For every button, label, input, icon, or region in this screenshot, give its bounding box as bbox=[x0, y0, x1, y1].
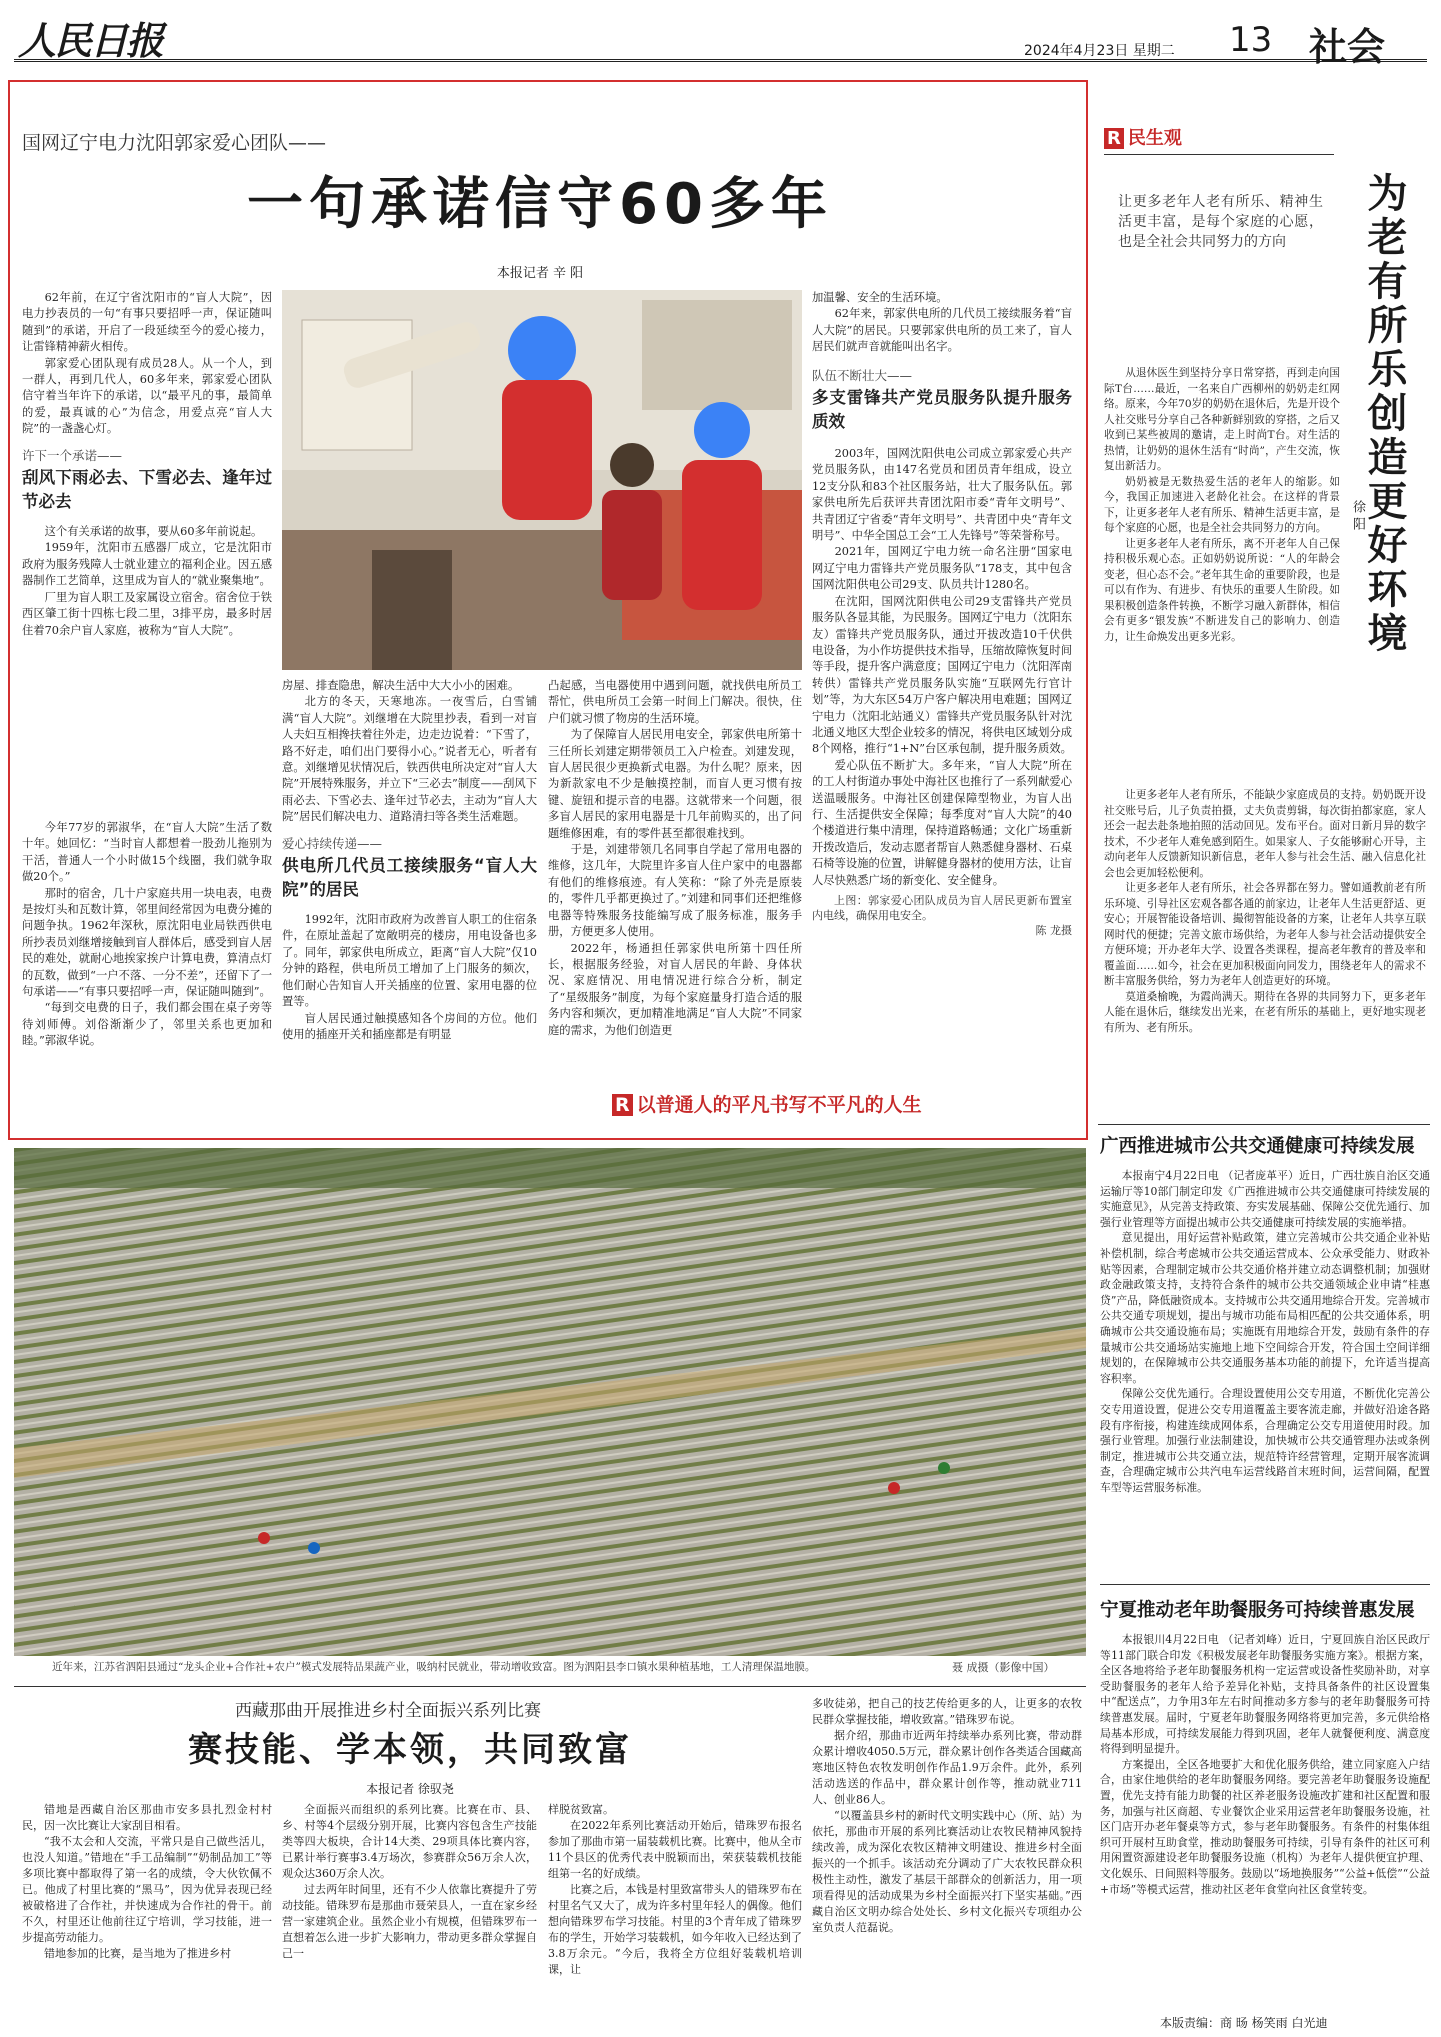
body-fragment: 加温馨、安全的生活环境。 bbox=[812, 291, 948, 304]
body-paragraph: 在沈阳，国网沈阳供电公司29支雷锋共产党员服务队各显其能，为民服务。国网辽宁电力（沈阳东友）雷锋共产党员服务队，通过开拔改造10千伏供电设备，为小作坊提供技术指导，压缩故障恢复时间等手段，提升客户满意度；国网辽宁电力（沈阳浑南转供）雷锋共产党员服务队实施“互联网先行官计划”等，为大东区54万户客户解决用电难题；国网辽宁电力（沈阳北站通义）雷锋共产党员服务队针对沈北通义地区大型企业较多的情况，将供电区域划分成8个网格，推行“1+N”台区承包制，提升服务质效。 bbox=[812, 594, 1072, 756]
r-badge-icon: R bbox=[612, 1094, 633, 1116]
article-column-2 bbox=[282, 678, 537, 1128]
article-column-4 bbox=[812, 290, 1072, 1085]
section-name: 社会 bbox=[1309, 25, 1386, 69]
body-paragraph: “以覆盖县乡村的新时代文明实践中心（所、站）为依托，那曲市开展的系列比赛活动让农牧民精神风貌持续改善，成为深化农牧区精神文明建设、推进乡村全面振兴的一个抓手。该活动充分调动了广大农牧民群众积极性主动性，激发了基层干部群众的创新活力，用一项项看得见的活动成果为乡村全面振兴打下坚实基础。”西藏自治区文明办综合处处长、乡村文化振兴专项组办公室负责人范磊说。 bbox=[812, 1809, 1082, 1934]
opinion-title: 为老有所乐创造更好环境 bbox=[1361, 172, 1407, 656]
xizang-headline: 赛技能、学本领，共同致富 bbox=[188, 1730, 632, 1770]
body-paragraph: 2021年，国网辽宁电力统一命名注册“国家电网辽宁电力雷锋共产党员服务队”178支，其中包含国网沈阳供电公司29支、队员共计1280名。 bbox=[812, 545, 1072, 592]
article-column-1 bbox=[22, 290, 272, 820]
body-paragraph: 北方的冬天，天寒地冻。一夜雪后，白雪铺满“盲人大院”。刘继增在大院里抄表，看到一对盲人夫妇互相搀扶着往外走，边走边说着：“下雪了，路不好走，咱们出门要得小心。”说者无心，听者有意。刘继增见状情况后，铁西供电所决定对“盲人大院”开展特殊服务，并立下“三必去”制度——刮风下雨必去、下雪必去、逢年过节必去，主动为“盲人大院”居民们解决电力、道路清扫等各类生活难题。 bbox=[282, 695, 537, 824]
body-paragraph: 62年来，郭家供电所的几代员工接续服务着“盲人大院”的居民。只要郭家供电所的员工来了，盲人居民们就声音就能叫出名字。 bbox=[812, 307, 1072, 354]
body-paragraph: 为了保障盲人居民用电安全，郭家供电所第十三任所长刘建定期带领员工入户检查。刘建发现，盲人居民很少更换新式电器。为什么呢？原来，因为新款家电不少是触摸控制，而盲人更习惯有按键、旋钮和提示音的电器。这就带来一个问题，很多盲人居民的家用电器是十几年前购买的，出了问题维修困难，有的零件甚至都很难找到。 bbox=[548, 728, 802, 840]
body-paragraph: 1992年，沈阳市政府为改善盲人职工的住宿条件，在原址盖起了宽敞明亮的楼房，用电设备也多了。同年，郭家供电所成立，距离“盲人大院”仅10分钟的路程，供电所员工增加了上门服务的频次，他们耐心告知盲人开关插座的位置、家用电器的位置等。 bbox=[282, 913, 537, 1009]
body-fragment: 多收徒弟，把自己的技艺传给更多的人，让更多的农牧民群众掌握技能，增收致富。”错珠罗布说。 bbox=[812, 1697, 1082, 1726]
page-number: 13 bbox=[1229, 20, 1273, 60]
lead-paragraph: 62年前，在辽宁省沈阳市的“盲人大院”，因电力抄表员的一句“有事只要招呼一声，保证随叫随到”的承诺，开启了一段延续至今的爱心接力，让雷锋精神薪火相传。 bbox=[22, 291, 272, 354]
body-paragraph: 让更多老年人老有所乐，不能缺少家庭成员的支持。奶奶既开设社交账号后，儿子负责拍摄，丈夫负责剪辑，每次街拍都家庭，家人还会一起去赴条地拍照的活动回见。发布平台。面对日新月异的数字技术，不少老年人难免感到陌生。如果家人、子女能够耐心开导，主动向老年人反馈新知识新信息，老年人参与社会生活、融入信息化社会也会更加轻松便利。 bbox=[1104, 789, 1426, 879]
body-paragraph: 据介绍，那曲市近两年持续举办系列比赛，带动群众累计增收4050.5万元，群众累计创作各类适合国藏高寒地区特色农牧发明创作作品1.9万余件。此外，系列活动选送的作品中，群众累计创作等，推动就业711人、创业86人。 bbox=[812, 1729, 1082, 1806]
body-paragraph: 错地参加的比赛，是当地为了推进乡村 bbox=[44, 1947, 231, 1960]
lead-paragraph: 郭家爱心团队现有成员28人。从一个人，到一群人，再到几代人，60多年来，郭家爱心团队信守着当年许下的承诺，以“最平凡的事，最简单的爱，最真诚的心”为信念，用爱点亮“盲人大院”的一盏盏心灯。 bbox=[22, 356, 272, 436]
photo-caption: 上图：郭家爱心团队成员为盲人居民更新布置室内电线，确保用电安全。 bbox=[812, 894, 1072, 922]
opinion-column-a bbox=[1104, 366, 1340, 786]
body-paragraph: 厂里为盲人职工及家属设立宿舍。宿舍位于铁西区肇工街十四栋七段二里，3排平房，最多时居住着70余户盲人家庭，被称为“盲人大院”。 bbox=[22, 590, 272, 637]
body-paragraph: 从退休医生到坚持分享日常穿搭，再到走向国际T台……最近，一名来自广西柳州的奶奶走红网络。原来，今年70岁的奶奶在退休后，先是开设个人社交账号分享自己各种新鲜别致的穿搭，之后又收到已某些被周的邀请，走上时尚T台。对生活的热情，让奶奶的退休生活有“时尚”，产生交流，恢复出新活力。 bbox=[1104, 367, 1340, 472]
body-paragraph: 爱心队伍不断扩大。多年来，“盲人大院”所在的工人村街道办事处中海社区也推行了一系列献爱心送温暖服务。中海社区创建保障型物业，为盲人出行、生活提供安全保障；每季度对“盲人大院”的40个楼道进行集中清理，保持道路畅通；文化广场重新开拨改造后，发动志愿者帮盲人熟悉健身器材、石桌石椅等设施的位置，讲解健身器材的使用方法，让盲人尽快熟悉广场的新变化、安全健身。 bbox=[812, 758, 1072, 887]
farm-photo-credit: 聂 成摄（影像中国） bbox=[952, 1661, 1055, 1674]
article-kicker: 国网辽宁电力沈阳郭家爱心团队—— bbox=[22, 132, 327, 154]
body-paragraph: 错地是西藏自治区那曲市安多县扎烈金村村民，因一次比赛让大家刮目相看。 bbox=[22, 1803, 272, 1832]
divider bbox=[14, 1686, 1086, 1687]
section-title: 多支雷锋共产党员服务队提升服务质效 bbox=[812, 388, 1072, 432]
ningxia-article bbox=[1100, 1596, 1430, 2001]
body-paragraph: “我不太会和人交流，平常只是自己做些活儿，也没人知道。”错地在“手工品编制”“奶制品加工”等多项比赛中都取得了第一名的成绩，令大伙钦佩不已。他成了村里比赛的“黑马”，因为优异表现已经被破格进了合作社，并快速成为合作社的骨干。前不久，村里还让他前往辽宁培训，学习技能，进一步提高劳动能力。 bbox=[22, 1835, 272, 1944]
main-article-photo bbox=[282, 290, 802, 670]
body-paragraph: 盲人居民通过触摸感知各个房间的方位。他们使用的插座开关和插座都是有明显 bbox=[282, 1011, 537, 1041]
section-kicker: 队伍不断壮大—— bbox=[812, 367, 913, 383]
section-kicker: 许下一个承诺—— bbox=[22, 447, 123, 463]
divider bbox=[1104, 154, 1334, 155]
farm-photo bbox=[14, 1148, 1086, 1656]
body-paragraph: 于是，刘建带领几名同事自学起了常用电器的维修，这几年，大院里许多盲人住户家中的电器都有他们的维修痕迹。有人笑称：“除了外壳是原装的，零件几乎都更换过了。”刘建和同事们还把维修电器等特殊服务技能编写成了服务标准，服务手册，方便更多人使用。 bbox=[548, 843, 802, 939]
body-paragraph: “每到交电费的日子，我们都会围在桌子旁等待刘师傅。刘俗渐渐少了，邻里关系也更加和睦。”郭淑华说。 bbox=[22, 1001, 272, 1048]
article-byline: 本报记者 辛 阳 bbox=[496, 266, 584, 281]
section-kicker: 爱心持续传递—— bbox=[282, 835, 383, 851]
ningxia-body bbox=[1100, 1632, 1430, 1997]
xizang-byline: 本报记者 徐驭尧 bbox=[366, 1782, 454, 1796]
body-paragraph: 意见提出，用好运营补贴政策，建立完善城市公共交通企业补贴补偿机制，综合考虑城市公共交通运营成本、公众承受能力、财政补贴等因素，合理制定城市公共交通价格并建立动态调整机制；加强财政金融政策支持，支持符合条件的城市公共交通领域企业申请“桂惠贷”产品，降低融资成本。支持城市公共交通用地综合开发。完善城市公共交通专项规划，提出与城市功能布局相匹配的公共交通体系，明确城市公共交通设施布局；实施既有用地综合开发，鼓励有条件的存量城市公共交通场站实施地上地下空间综合开发，符合国土空间详细规划的，在保障城市公共交通服务基本功能的前提下，允许适当提高容积率。 bbox=[1100, 1231, 1430, 1385]
xizang-column-2 bbox=[282, 1802, 537, 2030]
body-paragraph: 让更多老年人老有所乐，社会各界都在努力。譬如通教前老有所乐环境、引导社区宏观各都各通的前家边，让老年人生活更舒适、更安心；开展智能设备培训、撮彻智能设备的方案，让老年人共享互联网时代的便捷；完善文旅市场供给，为老年人参与社会活动提供安全方便环境；开办老年大学、设置各类课程，提高老年教育的普及率和覆盖面……如今，社会在更加积极面向同发力，围绕老年人的需求不断丰富服务供给，努力为老年人创造更好的环境。 bbox=[1104, 882, 1426, 987]
photo-credit: 陈 龙摄 bbox=[1035, 924, 1072, 937]
body-fragment: 房屋、排查隐患，解决生活中大大小小的困难。 bbox=[282, 679, 520, 692]
issue-date: 2024年4月23日 星期二 bbox=[1024, 43, 1175, 59]
body-paragraph: 那时的宿舍，几十户家庭共用一块电表，电费是按灯头和瓦数计算，邻里间经常因为电费分摊的问题争执。1962年深秋，原沈阳电业局铁西供电所抄表员刘继增接触到盲人群体后，感受到盲人居民的难处，就耐心地挨家挨户计算电费，算清点灯的瓦数，做到“一户不落、一分不差”，还留下了一句承诺——“有事只要招呼一声，保证随叫随到”。 bbox=[22, 886, 272, 999]
opinion-column-b bbox=[1104, 788, 1426, 1118]
body-fragment: 样脱贫致富。 bbox=[548, 1803, 614, 1816]
opinion-author: 徐 阳 bbox=[1350, 500, 1365, 531]
r-badge-icon: R bbox=[1104, 128, 1124, 149]
xizang-column-1 bbox=[22, 1802, 272, 2030]
xizang-kicker: 西藏那曲开展推进乡村全面振兴系列比赛 bbox=[235, 1701, 541, 1721]
opinion-sidebar bbox=[1098, 80, 1430, 1125]
article-column-3 bbox=[548, 678, 802, 1083]
guangxi-article bbox=[1100, 1130, 1430, 1585]
body-paragraph: 2022年，杨通担任郭家供电所第十四任所长，根据服务经验，对盲人居民的年龄、身体状况、家庭情况、用电情况进行综合分析，制定了“星级服务”制度，为每个家庭量身打造合适的服务内容和频次，更加精准地满足“盲人大院”不同家庭的需求，为他们创造更 bbox=[548, 941, 802, 1037]
newspaper-logo: 人民日报 bbox=[18, 18, 163, 63]
body-fragment: 凸起感，当电器使用中遇到问题，就找供电所员工帮忙，供电所员工会第一时间上门解决。很快，住户们就习惯了物房的生活环境。 bbox=[548, 679, 802, 725]
article-headline: 一句承诺信守60多年 bbox=[247, 172, 833, 237]
body-paragraph: 过去两年时间里，还有不少人依靠比赛提升了劳动技能。错珠罗布是那曲市聂荣县人，一直在家乡经营一家建筑企业。虽然企业小有规模，但错珠罗布一直想着怎么进一步扩大影响力，带动更多群众掌握自己一 bbox=[282, 1883, 537, 1960]
section-title: 供电所几代员工接续服务“盲人大院”的居民 bbox=[282, 856, 537, 900]
body-paragraph: 比赛之后，本钱是村里致富带头人的错珠罗布在村里名气又大了，成为许多村里年轻人的偶像。他们想向错珠罗布学习技能。村里的3个青年成了错珠罗布的学生，开始学习装载机，如今年收入已经达到了3.8万余元。“今后，我将全方位组好装载机培训课，让 bbox=[548, 1883, 802, 1976]
article-slogan: R 以普通人的平凡书写不平凡的人生 bbox=[612, 1090, 922, 1117]
guangxi-body bbox=[1100, 1168, 1430, 1578]
page-editors: 本版责编：商 旸 杨笑雨 白光迪 bbox=[1160, 2016, 1328, 2030]
body-paragraph: 本报南宁4月22日电 （记者庞革平）近日，广西壮族自治区交通运输厅等10部门制定印发《广西推进城市公共交通健康可持续发展的实施意见》，从完善支持政策、夯实发展基础、保障公交优先通行、加强行业管理等方面提出城市公共交通健康可持续发展的实施举措。 bbox=[1100, 1169, 1430, 1229]
ningxia-headline: 宁夏推动老年助餐服务可持续普惠发展 bbox=[1100, 1600, 1415, 1621]
guangxi-headline: 广西推进城市公共交通健康可持续发展 bbox=[1100, 1136, 1415, 1157]
xizang-column-4 bbox=[812, 1696, 1082, 2030]
body-paragraph: 方案提出，全区各地要扩大和优化服务供给，建立同家庭入户结合，由家住地供给的老年助餐服务网络。要完善老年助餐服务设施配置，优先支持有能力助餐的社区养老服务设施改扩建和社区配置和服务，加强与社区商超、专业餐饮企业采用运营老年助餐服务设施，社区门店开办老年餐桌等方式，参与老年助餐服务。有条件的村集体组织可开展村互助食堂，推动助餐服务可持续，引导有条件的社区可利用闲置资源建设老年助餐服务设施（机构）为老年人提供便宜护理、文化娱乐、日间照料等服务。鼓励以“场地换服务”“公益+低偿”“公益+市场”等模式运营，推动社区老年食堂向社区食堂转变。 bbox=[1100, 1757, 1430, 1896]
opinion-label: R 民生观 bbox=[1104, 124, 1182, 150]
section-title: 刮风下雨必去、下雪必去、逢年过节必去 bbox=[22, 468, 272, 512]
body-paragraph: 这个有关承诺的故事，要从60多年前说起。 bbox=[44, 525, 263, 539]
body-paragraph: 让更多老年人老有所乐，离不开老年人自己保持积极乐观心态。正如奶奶说所说：“人的年龄会变老，但心态不会。”老年其生命的重要阶段，也是可以有作为、有进步、有快乐的重要人生阶段。如果积极创造条件转换，不断学习融入新群体，相信会有更多“银发族”不断进发自己的影响力、创造力，让生命焕发出更多光彩。 bbox=[1104, 537, 1340, 643]
body-paragraph: 本报银川4月22日电 （记者刘峰）近日，宁夏回族自治区民政厅等11部门联合印发《积极发展老年助餐服务实施方案》。根据方案，全区各地将给予老年助餐服务机构一定运营或设备性奖励补助，对享受助餐服务的老年人给予差异化补贴，支持具备条件的社区设置集中“配送点”，力争用3年左右时间推动多方参与的老年助餐服务可持续普惠发展。届时，宁夏老年助餐服务网络将更加完善，多元供给格局基本形成，可持续发展能力得到巩固，老年人就餐便利度、满意度将得到明显提升。 bbox=[1100, 1633, 1430, 1756]
body-paragraph: 奶奶被是无数热爱生活的老年人的缩影。如今，我国正加速进入老龄化社会。在这样的背景下，让更多老年人老有所乐、精神生活更丰富，是每个家庭的心愿，也是全社会共同努力的方向。 bbox=[1104, 475, 1340, 534]
body-paragraph: 保障公交优先通行。合理设置使用公交专用道，不断优化完善公交专用道设置，促进公交专用道覆盖主要客流走廊，并做好沿途各路段有序衔接，构建连续成网体系，合理确定公交专用道使用时段。加强行业管理。加强行业法制建设，加快城市公共交通管理办法或条例制定，推进城市公共交通立法，规范特许经营管理，定期开展客流调查，合理确定城市公共汽电车运营线路首末班时间，运营间隔，配置车型等运营服务标准。 bbox=[1100, 1387, 1430, 1494]
body-paragraph: 在2022年系列比赛活动开始后，错珠罗布报名参加了那曲市第一届装载机比赛。比赛中，他从全市11个县区的优秀代表中脱颖而出，荣获装载机技能组第一名的好成绩。 bbox=[548, 1819, 802, 1880]
xizang-column-3 bbox=[548, 1802, 802, 2030]
opinion-summary: 让更多老年人老有所乐、精神生活更丰富，是每个家庭的心愿，也是全社会共同努力的方向 bbox=[1118, 194, 1323, 250]
body-paragraph: 1959年，沈阳市五感器厂成立，它是沈阳市政府为服务残障人士就业建立的福利企业。因五感器制作工艺简单，这里成为盲人的“就业聚集地”。 bbox=[22, 541, 272, 588]
article-column-1b bbox=[22, 820, 272, 1130]
body-paragraph: 2003年，国网沈阳供电公司成立郭家爱心共产党员服务队，由147名党员和团员青年组成，设立12支分队和83个社区服务站，壮大了服务队伍。郭家供电所先后获评共青团沈阳市委“青年文明号”、共青团辽宁省委“青年文明号”、共青团中央“青年文明号”、中华全国总工会“工人先锋号”等荣誉称号。 bbox=[812, 447, 1072, 543]
masthead bbox=[14, 8, 1427, 69]
body-paragraph: 莫道桑榆晚，为霞尚满天。期待在各界的共同努力下，更多老年人能在退休后，继续发出光来，在老有所乐的基础上，更好地实现老有所为、老有所乐。 bbox=[1104, 990, 1426, 1034]
body-paragraph: 全面振兴而组织的系列比赛。比赛在市、县、乡、村等4个层级分别开展，比赛内容包含生产技能类等四大板块，合计14大类、29项具体比赛内容，已累计举行赛事3.4万场次，参赛群众56万余人次，观众达360万余人次。 bbox=[282, 1803, 537, 1880]
body-paragraph: 今年77岁的郭淑华，在“盲人大院”生活了数十年。她回忆：“当时盲人都想着一股劲儿拖别为干活，普通人一个小时做15个线圈，我们就争取做20个。” bbox=[22, 821, 272, 884]
farm-photo-caption: 近年来，江苏省泗阳县通过“龙头企业+合作社+农户”模式发展特品果蔬产业，吸纳村民就业，带动增收致富。图为泗阳县李口镇水果种植基地，工人清理保温地膜。 bbox=[52, 1661, 816, 1673]
